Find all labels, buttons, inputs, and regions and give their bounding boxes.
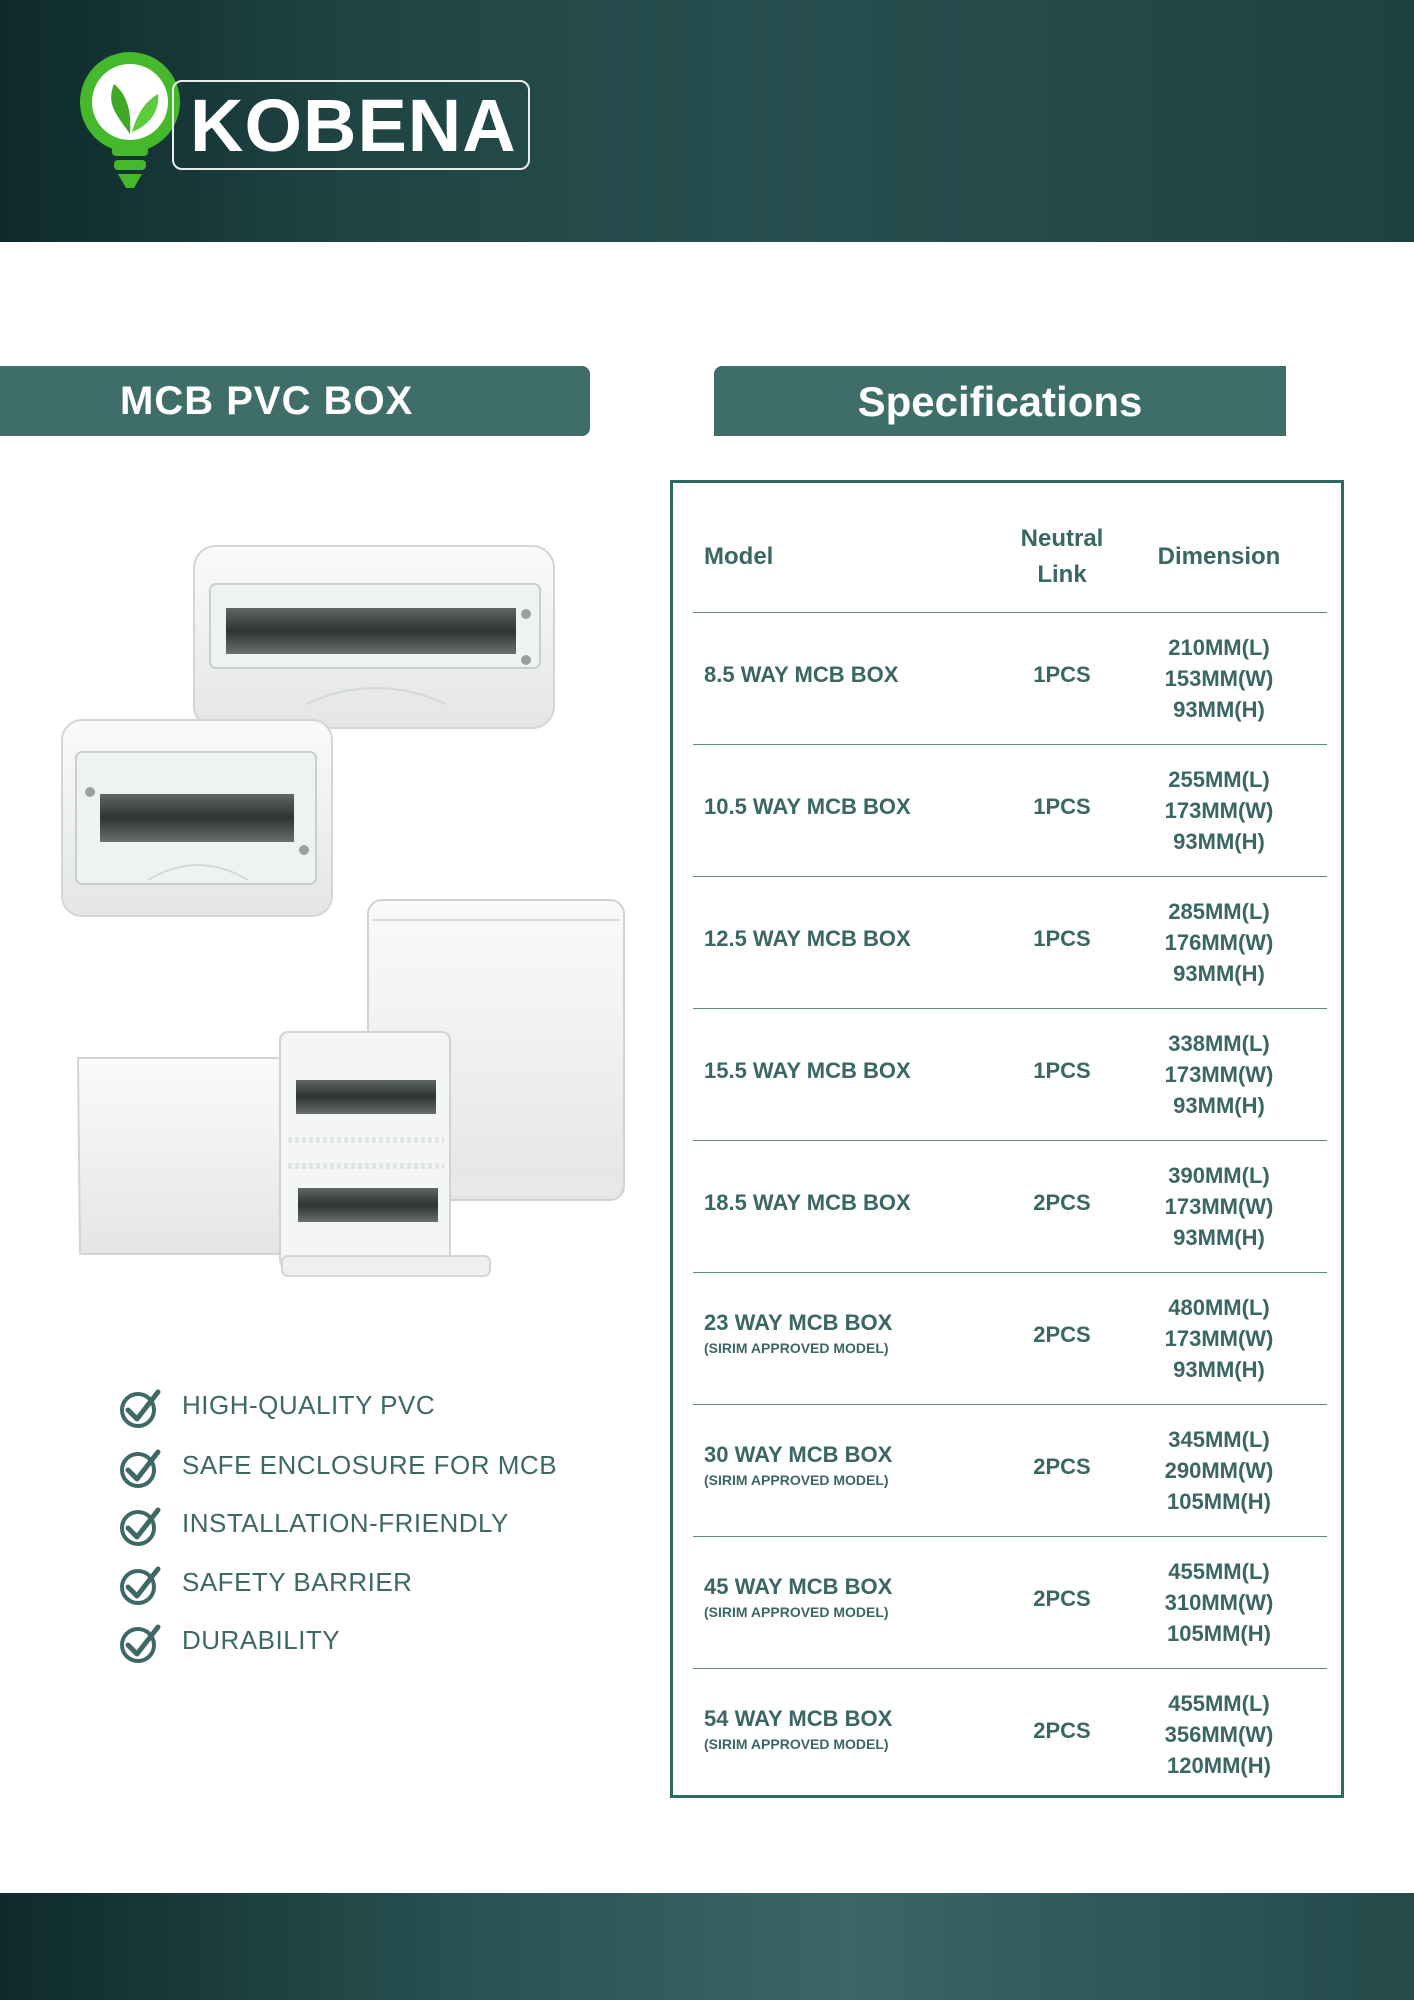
- feature-item: [118, 1386, 618, 1430]
- feature-item: [118, 1563, 618, 1607]
- feature-label: SAFETY BARRIER: [182, 1567, 413, 1597]
- product-title-banner: [0, 366, 590, 436]
- feature-label: DURABILITY: [182, 1625, 341, 1655]
- product-photos: [56, 540, 626, 1290]
- model-cell: 30 WAY MCB BOX (SIRIM APPROVED MODEL): [704, 1442, 984, 1488]
- dimension-cell: 480MM(L) 173MM(W) 93MM(H): [1164, 1295, 1274, 1382]
- mcb-box-large-open-photo: [78, 1032, 490, 1276]
- feature-item: [118, 1504, 618, 1548]
- neutral-link-cell: 1PCS: [1033, 926, 1091, 951]
- brand-name: KOBENA: [190, 84, 517, 167]
- table-row: [693, 876, 1327, 1009]
- model-cell: 23 WAY MCB BOX (SIRIM APPROVED MODEL): [704, 1310, 984, 1356]
- dimension-cell: 338MM(L) 173MM(W) 93MM(H): [1164, 1031, 1274, 1118]
- table-row: [693, 612, 1327, 745]
- mcb-box-medium-photo: [62, 720, 332, 916]
- table-row: [693, 1272, 1327, 1405]
- dimension-cell: 210MM(L) 153MM(W) 93MM(H): [1164, 635, 1274, 722]
- dimension-cell: 390MM(L) 173MM(W) 93MM(H): [1164, 1163, 1274, 1250]
- check-circle-icon: [118, 1446, 162, 1490]
- neutral-link-cell: 2PCS: [1033, 1322, 1091, 1347]
- feature-label: INSTALLATION-FRIENDLY: [182, 1508, 509, 1538]
- specifications-table: [670, 480, 1344, 1798]
- column-header-model: Model: [704, 543, 774, 570]
- neutral-link-cell: 1PCS: [1033, 662, 1091, 687]
- dimension-cell: 455MM(L) 356MM(W) 120MM(H): [1164, 1691, 1274, 1778]
- model-note: (SIRIM APPROVED MODEL): [704, 1604, 889, 1620]
- dimension-cell: 455MM(L) 310MM(W) 105MM(H): [1164, 1559, 1274, 1646]
- check-circle-icon: [118, 1563, 162, 1607]
- model-cell: 15.5 WAY MCB BOX: [704, 1058, 911, 1083]
- model-cell: 45 WAY MCB BOX (SIRIM APPROVED MODEL): [704, 1574, 984, 1620]
- specifications-banner: [714, 366, 1286, 436]
- lightbulb-leaf-icon: [76, 44, 186, 194]
- check-circle-icon: [118, 1504, 162, 1548]
- model-note: (SIRIM APPROVED MODEL): [704, 1736, 889, 1752]
- neutral-link-cell: 2PCS: [1033, 1718, 1091, 1743]
- neutral-link-cell: 1PCS: [1033, 794, 1091, 819]
- feature-item: [118, 1621, 618, 1665]
- check-circle-icon: [118, 1621, 162, 1665]
- feature-item: [118, 1446, 618, 1490]
- header-band: [0, 0, 1414, 242]
- column-header-neutral-link: Neutral Link: [1020, 525, 1104, 588]
- model-cell: 8.5 WAY MCB BOX: [704, 662, 899, 687]
- neutral-link-cell: 1PCS: [1033, 1058, 1091, 1083]
- neutral-link-cell: 2PCS: [1033, 1586, 1091, 1611]
- specifications-heading: Specifications: [857, 378, 1143, 425]
- model-cell: 54 WAY MCB BOX (SIRIM APPROVED MODEL): [704, 1706, 984, 1752]
- table-row: [693, 744, 1327, 877]
- neutral-link-cell: 2PCS: [1033, 1190, 1091, 1215]
- dimension-cell: 345MM(L) 290MM(W) 105MM(H): [1164, 1427, 1274, 1514]
- model-cell: 12.5 WAY MCB BOX: [704, 926, 911, 951]
- model-cell: 18.5 WAY MCB BOX: [704, 1190, 911, 1215]
- product-title: MCB PVC BOX: [120, 379, 414, 423]
- table-header: [693, 483, 1327, 613]
- footer-band: [0, 1893, 1414, 2000]
- brand-logo[interactable]: [76, 44, 542, 194]
- table-row: [693, 1536, 1327, 1669]
- table-row: [693, 1008, 1327, 1141]
- model-cell: 10.5 WAY MCB BOX: [704, 794, 911, 819]
- table-row: [693, 1668, 1327, 1800]
- feature-label: HIGH-QUALITY PVC: [182, 1390, 436, 1420]
- table-row: [693, 1404, 1327, 1537]
- dimension-cell: 285MM(L) 176MM(W) 93MM(H): [1164, 899, 1274, 986]
- neutral-link-cell: 2PCS: [1033, 1454, 1091, 1479]
- dimension-cell: 255MM(L) 173MM(W) 93MM(H): [1164, 767, 1274, 854]
- model-note: (SIRIM APPROVED MODEL): [704, 1340, 889, 1356]
- feature-label: SAFE ENCLOSURE FOR MCB: [182, 1450, 558, 1480]
- table-row: [693, 1140, 1327, 1273]
- model-note: (SIRIM APPROVED MODEL): [704, 1472, 889, 1488]
- check-circle-icon: [118, 1386, 162, 1430]
- mcb-box-small-photo: [194, 546, 554, 728]
- column-header-dimension: Dimension: [1157, 543, 1281, 570]
